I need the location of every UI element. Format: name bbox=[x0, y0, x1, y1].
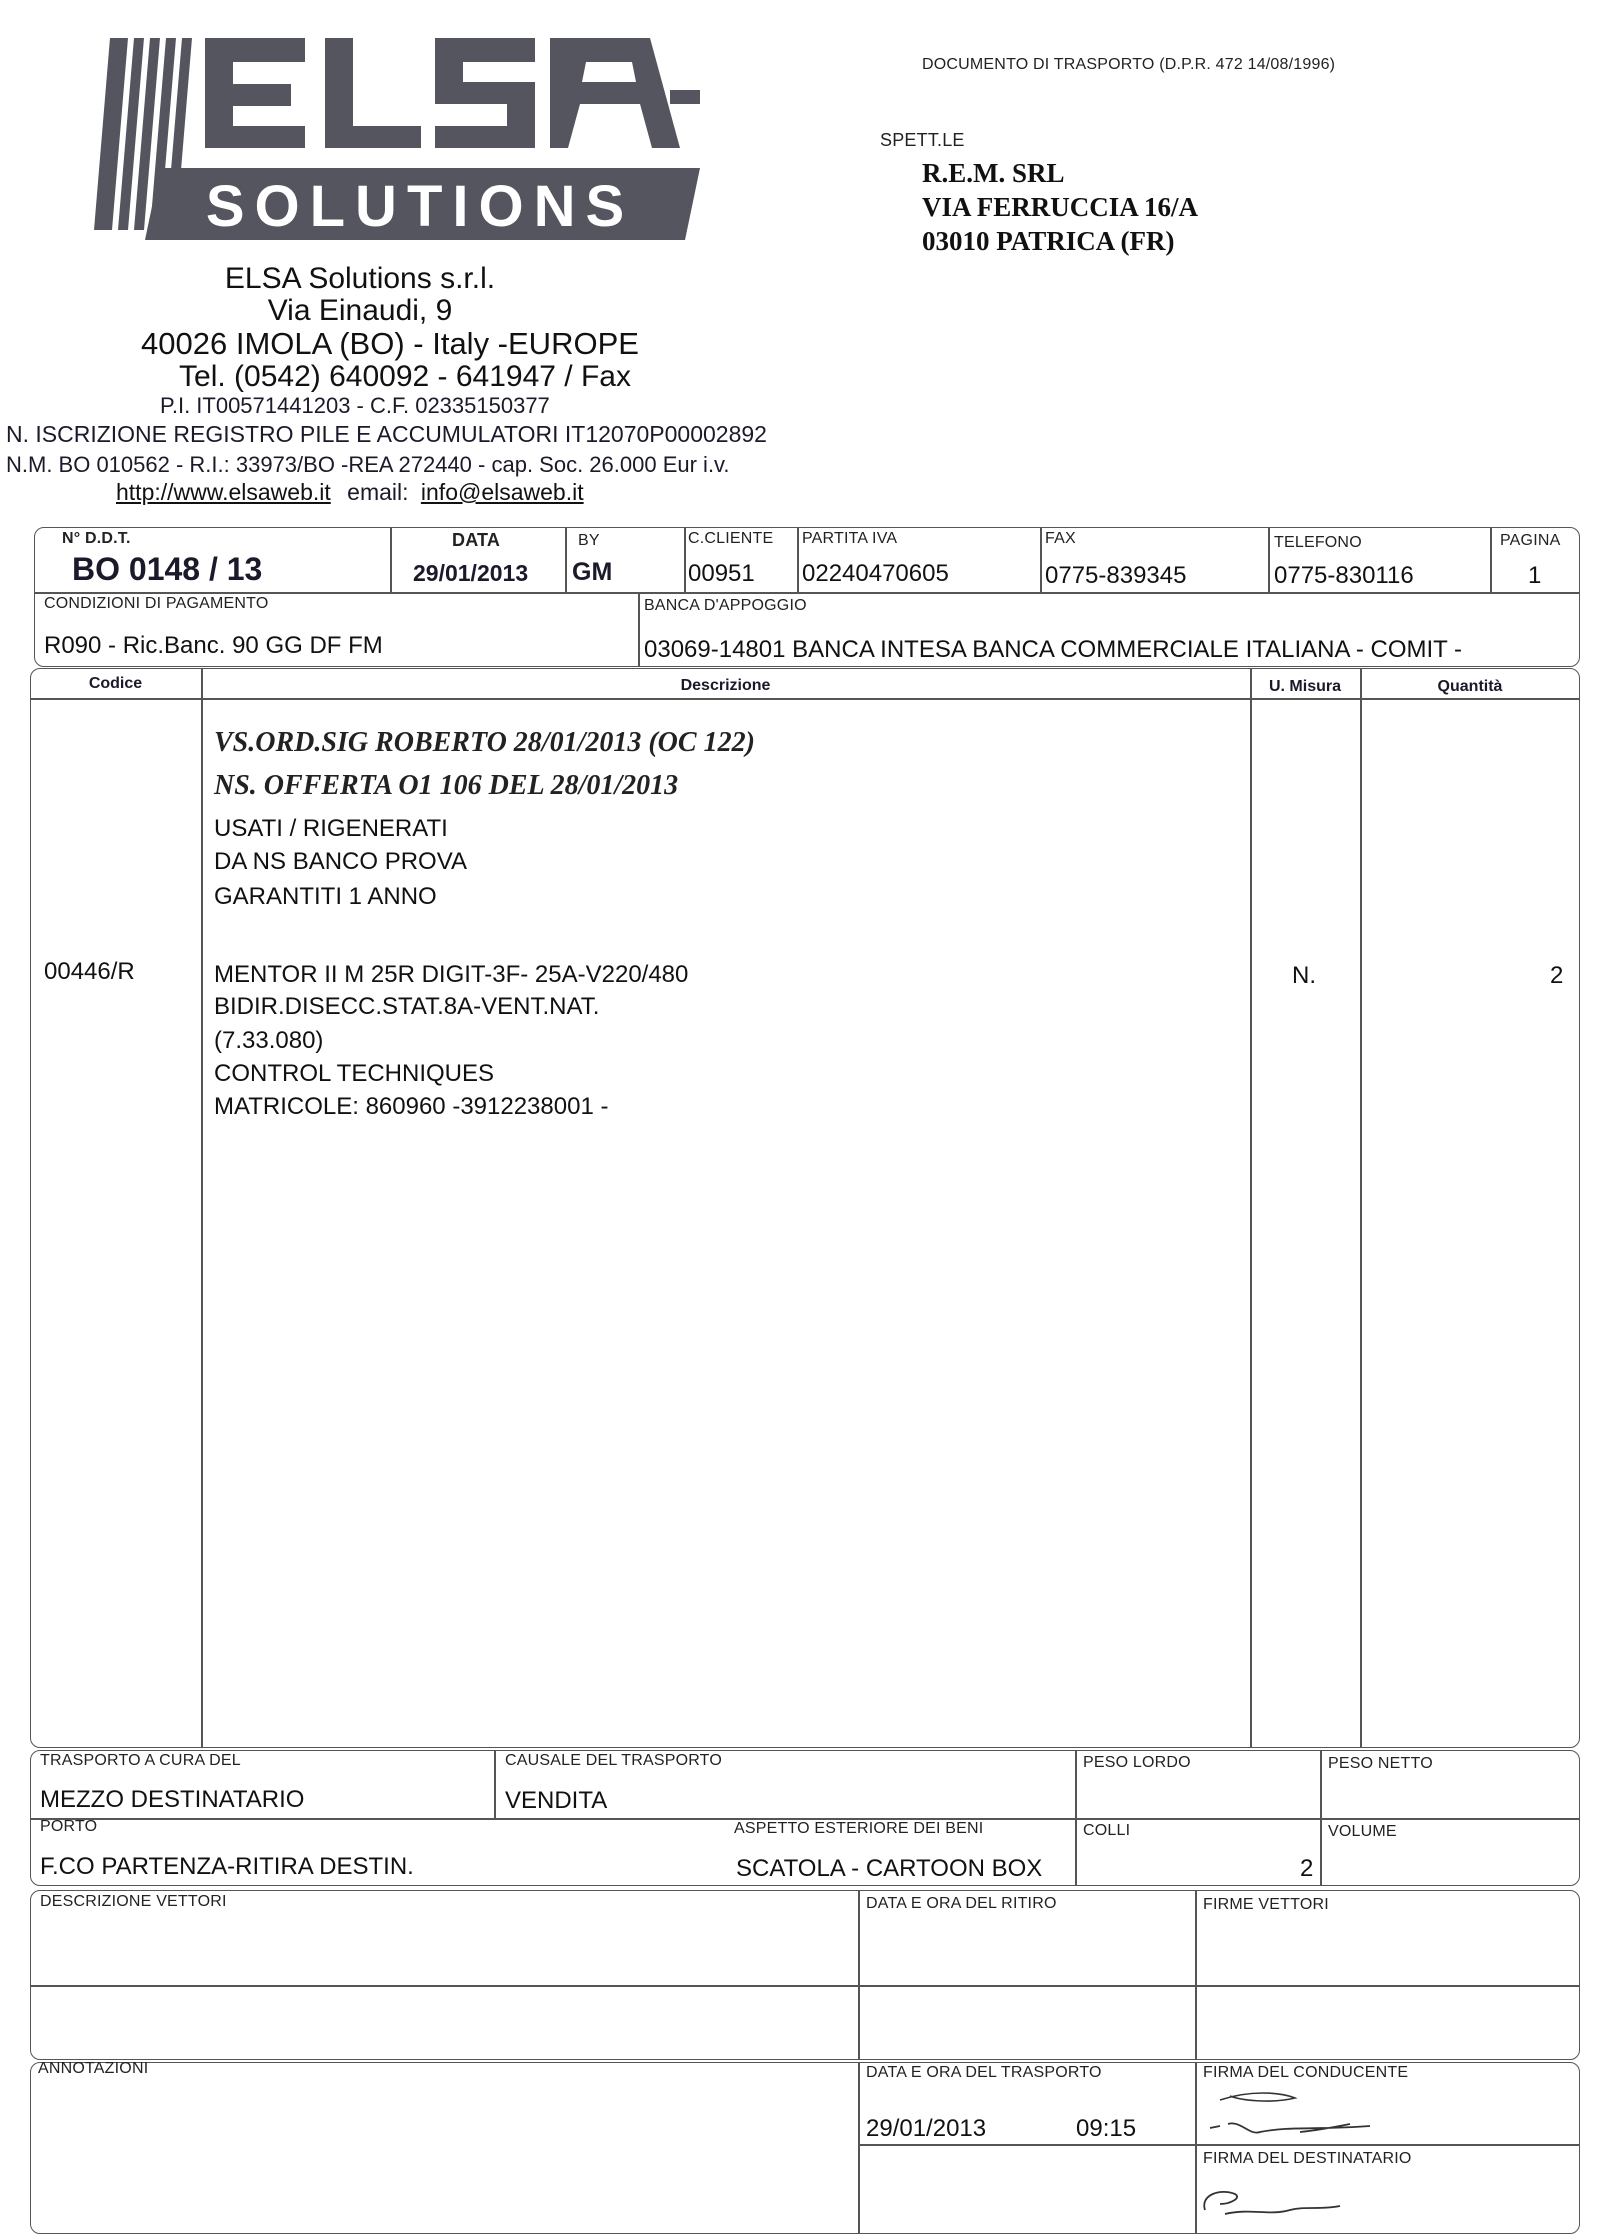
company-logo bbox=[80, 30, 700, 245]
company-name: ELSA Solutions s.r.l. bbox=[224, 262, 496, 295]
carrier-value: MEZZO DESTINATARIO bbox=[40, 1786, 305, 1813]
port-label: PORTO bbox=[40, 1818, 98, 1835]
company-city: 40026 IMOLA (BO) - Italy -EUROPE bbox=[141, 326, 639, 361]
date-value: 29/01/2013 bbox=[413, 560, 529, 586]
company-register: N. ISCRIZIONE REGISTRO PILE E ACCUMULATORI IT12070P00002892 bbox=[6, 421, 767, 447]
carrier-signatures-label: FIRME VETTORI bbox=[1203, 1896, 1329, 1913]
column-header-unit: U. Misura bbox=[1268, 678, 1341, 695]
logo-solutions-text: SOLUTIONS bbox=[205, 174, 635, 239]
company-contacts bbox=[116, 479, 584, 506]
column-header-description: Descrizione bbox=[680, 677, 771, 694]
phone-label: TELEFONO bbox=[1274, 534, 1362, 551]
recipient-name: R.E.M. SRL bbox=[922, 158, 1065, 188]
driver-signature-label: FIRMA DEL CONDUCENTE bbox=[1203, 2064, 1409, 2081]
note-line: GARANTITI 1 ANNO bbox=[214, 883, 437, 910]
recipient-signature bbox=[1180, 2170, 1360, 2230]
item-description-line: (7.33.080) bbox=[214, 1027, 324, 1054]
packages-label: COLLI bbox=[1083, 1822, 1131, 1839]
fax-number: 0775-839345 bbox=[1045, 562, 1187, 589]
port-value: F.CO PARTENZA-RITIRA DESTIN. bbox=[40, 1853, 414, 1880]
phone-number: 0775-830116 bbox=[1274, 562, 1414, 589]
item-code: 00446/R bbox=[44, 958, 135, 985]
goods-aspect-label: ASPETTO ESTERIORE DEI BENI bbox=[734, 1820, 984, 1837]
email-label: email: bbox=[347, 479, 409, 505]
client-code-label: C.CLIENTE bbox=[688, 530, 774, 547]
company-rea: N.M. BO 010562 - R.I.: 33973/BO -REA 272440 - cap. Soc. 26.000 Eur i.v. bbox=[6, 452, 730, 477]
note-line: USATI / RIGENERATI bbox=[214, 815, 448, 842]
item-description-line: MENTOR II M 25R DIGIT-3F- 25A-V220/480 bbox=[214, 961, 689, 988]
item-unit: N. bbox=[1292, 962, 1316, 989]
item-description-line: CONTROL TECHNIQUES bbox=[214, 1060, 495, 1087]
elsa-logo-graphic bbox=[80, 30, 700, 245]
payment-terms: R090 - Ric.Banc. 90 GG DF FM bbox=[44, 632, 383, 659]
page-label: PAGINA bbox=[1500, 532, 1561, 549]
bank-label: BANCA D'APPOGGIO bbox=[644, 597, 807, 614]
website-link[interactable]: http://www.elsaweb.it bbox=[116, 479, 331, 505]
order-reference: VS.ORD.SIG ROBERTO 28/01/2013 (OC 122) bbox=[214, 727, 755, 758]
vat-number: 02240470605 bbox=[802, 560, 949, 587]
ddt-number: BO 0148 / 13 bbox=[72, 551, 263, 587]
payment-terms-label: CONDIZIONI DI PAGAMENTO bbox=[44, 595, 269, 612]
item-description-line: BIDIR.DISECC.STAT.8A-VENT.NAT. bbox=[214, 993, 600, 1020]
carriers-description-label: DESCRIZIONE VETTORI bbox=[40, 1893, 227, 1910]
item-quantity: 2 bbox=[1550, 962, 1564, 989]
bank-details: 03069-14801 BANCA INTESA BANCA COMMERCIALE ITALIANA - COMIT - bbox=[644, 636, 1463, 663]
pickup-datetime-label: DATA E ORA DEL RITIRO bbox=[866, 1895, 1057, 1912]
by-value: GM bbox=[572, 558, 613, 586]
date-label: DATA bbox=[452, 530, 501, 550]
recipient-city: 03010 PATRICA (FR) bbox=[922, 226, 1175, 256]
offer-reference: NS. OFFERTA O1 106 DEL 28/01/2013 bbox=[214, 770, 679, 801]
recipient-address bbox=[922, 156, 1198, 258]
page-number: 1 bbox=[1528, 562, 1542, 589]
column-header-quantity: Quantità bbox=[1437, 678, 1503, 695]
transport-datetime-label: DATA E ORA DEL TRASPORTO bbox=[866, 2064, 1102, 2081]
carriers-box bbox=[30, 1890, 1580, 2060]
net-weight-label: PESO NETTO bbox=[1328, 1755, 1433, 1772]
document-title: DOCUMENTO DI TRASPORTO (D.P.R. 472 14/08/1996) bbox=[922, 56, 1336, 73]
gross-weight-label: PESO LORDO bbox=[1083, 1754, 1191, 1771]
packages-count: 2 bbox=[1300, 1855, 1314, 1882]
recipient-label: SPETT.LE bbox=[880, 130, 965, 150]
email-link[interactable]: info@elsaweb.it bbox=[420, 479, 584, 505]
note-line: DA NS BANCO PROVA bbox=[214, 848, 467, 875]
client-code: 00951 bbox=[688, 560, 755, 587]
company-street: Via Einaudi, 9 bbox=[267, 294, 453, 327]
transport-time: 09:15 bbox=[1076, 2115, 1137, 2142]
driver-signature bbox=[1200, 2080, 1440, 2150]
annotations-label: ANNOTAZIONI bbox=[38, 2060, 149, 2077]
by-label: BY bbox=[578, 532, 600, 549]
recipient-signature-label: FIRMA DEL DESTINATARIO bbox=[1203, 2150, 1412, 2167]
vat-label: PARTITA IVA bbox=[802, 530, 898, 547]
volume-label: VOLUME bbox=[1328, 1823, 1397, 1840]
company-tax-ids: P.I. IT00571441203 - C.F. 02335150377 bbox=[160, 393, 550, 418]
ddt-number-label: N° D.D.T. bbox=[62, 530, 131, 547]
item-description-line: MATRICOLE: 860960 -3912238001 - bbox=[214, 1093, 609, 1120]
company-phone: Tel. (0542) 640092 - 641947 / Fax bbox=[179, 360, 631, 393]
carrier-label: TRASPORTO A CURA DEL bbox=[40, 1752, 241, 1769]
transport-reason-label: CAUSALE DEL TRASPORTO bbox=[505, 1752, 723, 1769]
column-header-code: Codice bbox=[88, 675, 143, 692]
goods-aspect: SCATOLA - CARTOON BOX bbox=[736, 1855, 1043, 1882]
transport-reason: VENDITA bbox=[505, 1787, 608, 1814]
transport-date: 29/01/2013 bbox=[866, 2115, 987, 2142]
recipient-street: VIA FERRUCCIA 16/A bbox=[922, 192, 1199, 222]
fax-label: FAX bbox=[1045, 530, 1076, 547]
